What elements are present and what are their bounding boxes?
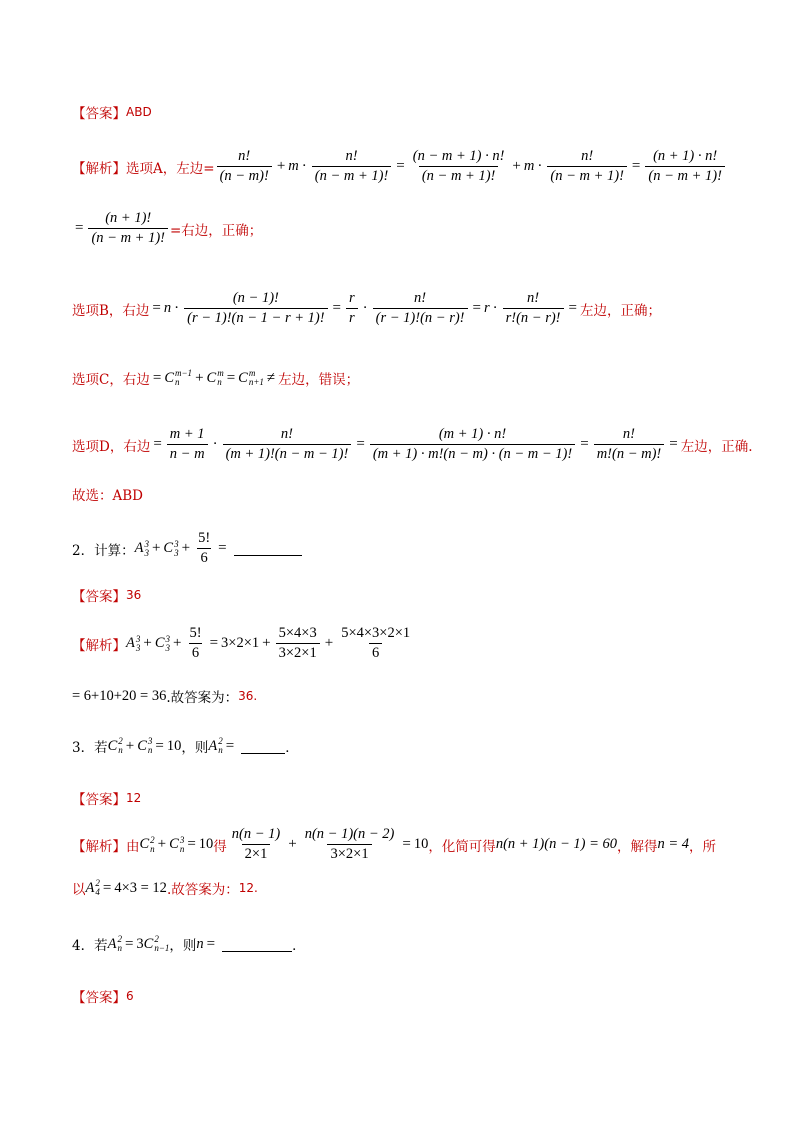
q3-stem: 3． 若 C 2 n + C 3 n = 10 ，则 A 2 n = ． — [72, 736, 299, 756]
formula-fraction: $\frac{m + 1}{n - m}$ — [167, 426, 208, 463]
answer-value: 36 — [126, 588, 142, 602]
question-end: ． — [285, 740, 299, 756]
option-b-result: 左边，正确； — [579, 302, 661, 319]
analysis-text: ，化简可得 — [428, 838, 496, 855]
formula-fraction: $\frac{n!}{(r - 1)!(n - r)!}$ — [373, 290, 468, 327]
answer-blank — [241, 739, 285, 754]
q2-answer-line — [72, 585, 141, 605]
q2-analysis-cont — [72, 686, 257, 706]
analysis-tag: 【解析】 — [72, 637, 126, 654]
formula-fraction: $\frac{(m + 1) \cdot n!}{(m + 1) \cdot m!(n - m) \cdot (n - m - 1)!}$ — [370, 426, 575, 463]
analysis-text: ，解得 — [616, 838, 658, 855]
formula-fraction: $\frac{5\times 4\times 3\times 2\times 1}{6}$ — [341, 625, 411, 661]
analysis-tag: 【解析】 — [72, 160, 126, 177]
question-text: 若 — [94, 938, 108, 954]
q4-answer-line — [72, 986, 134, 1006]
formula-fraction: $\frac{(n + 1) \cdot n!}{(n - m + 1)!}$ — [645, 148, 725, 185]
option-a-prefix: 选项A，左边= — [126, 160, 215, 177]
option-a-result: =右边，正确； — [170, 222, 263, 239]
analysis-tag: 【解析】 — [72, 838, 126, 855]
q2-stem: 2． 计算： A 3 3 + C 3 3 + $\frac{5!}{6}$ = — [72, 530, 302, 567]
question-text: 计算： — [94, 542, 135, 559]
formula-fraction: $\frac{5!}{6}$ — [189, 625, 202, 661]
q3-answer-line — [72, 788, 141, 808]
answer-tag: 【答案】 — [72, 589, 126, 605]
formula-fraction: $\frac{(n - 1)!}{(r - 1)!(n - 1 - r + 1)!}$ — [184, 290, 327, 327]
formula-fraction: $\frac{n!}{(m + 1)!(n - m - 1)!}$ — [223, 426, 352, 463]
option-d-prefix: 选项D，右边 — [72, 438, 151, 455]
option-c-result: 左边，错误； — [278, 372, 360, 388]
question-text: 若 — [94, 740, 108, 756]
analysis-value: 12. — [238, 881, 258, 895]
formula-fraction: $\frac{r}{r}$ — [346, 290, 358, 327]
q1-option-c-line: 选项C，右边 = C m−1 n + C m n = C m n+1 ≠ 左边，错误； — [72, 368, 360, 388]
q1-option-a-cont: = $\frac{(n + 1)!}{(n - m + 1)!}$ =右边，正确； — [75, 210, 263, 246]
analysis-text: .故答案为： — [166, 690, 239, 706]
q1-option-d-line: 选项D，右边 = $\frac{m + 1}{n - m}$ · $\frac{n!}{(m + 1)!(n - m - 1)!}$ = $\frac{(m + 1) \cdot n!}{(m + 1) \cdot m!(n - m) \cdot (n - m - 1)!}$ = $\frac{n!}{m!(n - m)!}$ = 左边，正确. — [72, 426, 753, 462]
option-d-result: 左边，正确. — [680, 438, 753, 455]
formula-fraction: $\frac{(n + 1)!}{(n - m + 1)!}$ — [88, 210, 168, 247]
q1-option-b-line: 选项B，右边 = n · $\frac{(n - 1)!}{(r - 1)!(n - 1 - r + 1)!}$ = $\frac{r}{r}$ · $\frac{n!}{(r - 1)!(n - r)!}$ = r · $\frac{n!}{r!(n - r)!}$ = 左边，正确； — [72, 290, 661, 326]
answer-value: 6 — [126, 989, 134, 1003]
answer-tag: 【答案】 — [72, 106, 126, 122]
analysis-text: 得 — [213, 838, 227, 855]
analysis-text: ，所 — [689, 838, 717, 855]
analysis-value: 36. — [238, 689, 258, 703]
question-number: 2． — [72, 542, 95, 559]
question-number: 4． — [72, 938, 95, 954]
q3-analysis-line: 【解析】 由 C 2 n + C 3 n = 10 得 $\frac{n(n - 1)}{2\times 1}$ + $\frac{n(n - 1)(n - 2)}{3\times 2\times 1}$ = 10 ，化简可得 n(n + 1)(n − 1) = 60 ，解得 n = 4 ，所 — [72, 826, 717, 862]
analysis-text: 由 — [126, 838, 140, 855]
formula-fraction: $\frac{n!}{(n - m + 1)!}$ — [312, 148, 392, 185]
formula-fraction: $\frac{5!}{6}$ — [198, 530, 211, 566]
q1-option-a-line: 【解析】 选项A，左边= $\frac{n!}{(n - m)!}$ + m · $\frac{n!}{(n - m + 1)!}$ = $\frac{(n - m + 1) \cdot n!}{(n - m + 1)!}$ + m · $\frac{n!}{(n - m + 1)!}$ = $\frac{(n + 1) \cdot n!}{(n - m + 1)!}$ — [72, 148, 727, 185]
option-b-prefix: 选项B，右边 — [72, 302, 150, 319]
q1-conclusion — [72, 484, 143, 504]
answer-value: ABD — [126, 105, 152, 119]
formula-fraction: $\frac{5\times 4\times 3}{3\times 2\times 1}$ — [276, 625, 320, 662]
conclusion-text: 故选：ABD — [72, 488, 143, 504]
formula-fraction: $\frac{n(n - 1)}{2\times 1}$ — [231, 826, 281, 862]
formula-fraction: $\frac{n!}{m!(n - m)!}$ — [594, 426, 665, 463]
formula-fraction: $\frac{n!}{r!(n - r)!}$ — [503, 290, 564, 327]
option-c-prefix: 选项C，右边 — [72, 372, 150, 388]
question-text: ，则 — [181, 740, 209, 756]
question-end: ． — [292, 938, 306, 954]
q1-answer-line — [72, 102, 152, 122]
formula-fraction: $\frac{n!}{(n - m)!}$ — [217, 148, 272, 185]
formula-fraction: $\frac{n(n - 1)(n - 2)}{3\times 2\times 1}$ — [304, 826, 395, 862]
answer-tag: 【答案】 — [72, 792, 126, 808]
calc-result: = 6+10+20 = 36 — [72, 687, 167, 704]
answer-blank — [234, 541, 302, 556]
q4-stem: 4． 若 A 2 n = 3 C 2 n−1 ，则 n = ． — [72, 934, 306, 954]
answer-value: 12 — [126, 791, 142, 805]
answer-blank — [222, 937, 292, 952]
answer-tag: 【答案】 — [72, 990, 126, 1006]
q2-analysis-line: 【解析】 A 3 3 + C 3 3 + $\frac{5!}{6}$ = 3×2×1 + $\frac{5\times 4\times 3}{3\times 2\times 1}$ + $\frac{5\times 4\times 3\times 2\times 1}{6}$ — [72, 625, 415, 662]
formula-fraction: $\frac{(n - m + 1) \cdot n!}{(n - m + 1)!}$ — [412, 148, 505, 184]
analysis-text: 以 — [72, 882, 86, 898]
formula-fraction: $\frac{n!}{(n - m + 1)!}$ — [547, 148, 627, 185]
question-number: 3． — [72, 740, 95, 756]
analysis-text: .故答案为： — [166, 882, 239, 898]
question-text: ，则 — [169, 938, 197, 954]
q3-analysis-cont: 以 A 2 4 = 4×3 = 12 .故答案为： 12. — [72, 878, 258, 898]
